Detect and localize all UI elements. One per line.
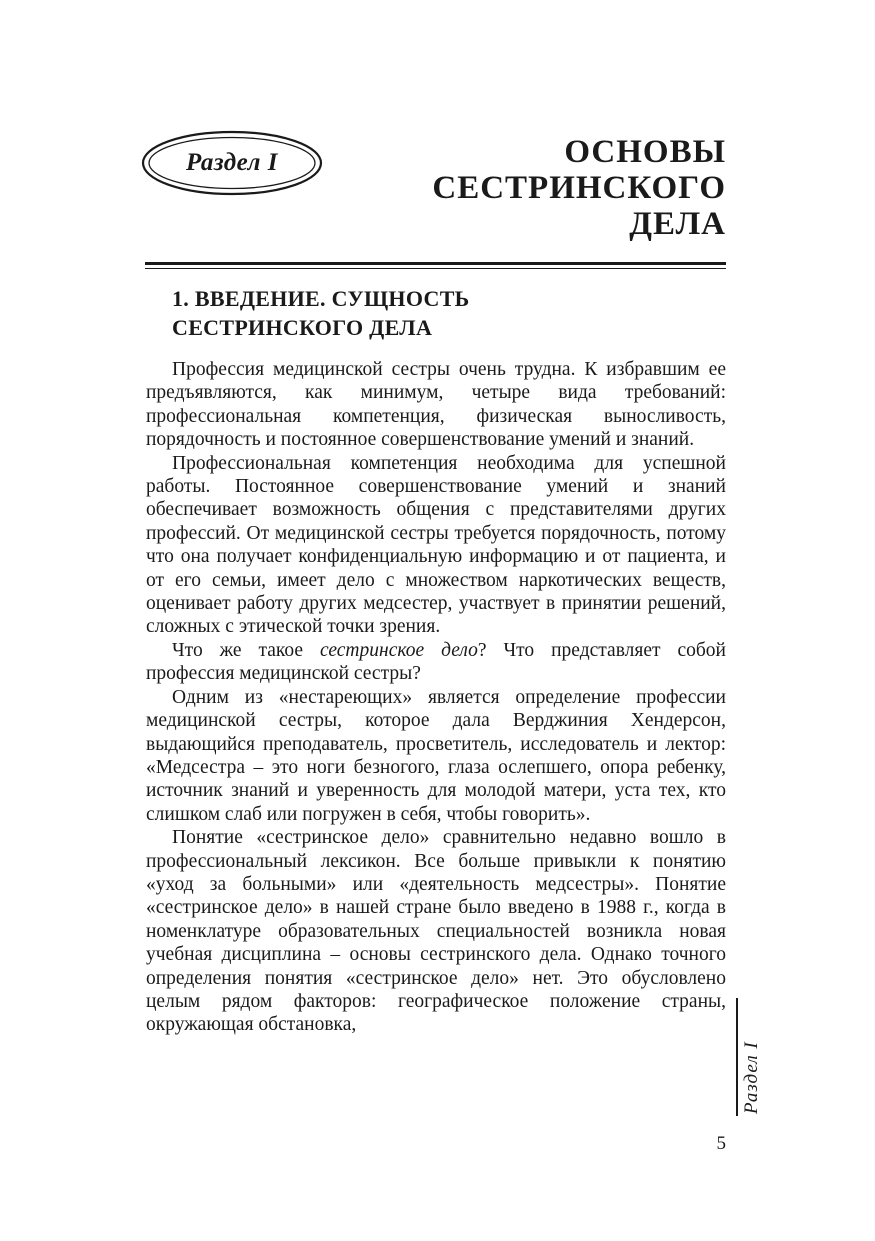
paragraph-text: Что же такое	[172, 639, 320, 661]
chapter-title-line: СЕСТРИНСКОГО	[432, 170, 726, 206]
paragraph: Одним из «нестареющих» является определение профессии медицинской сестры, которое дала Верджиния Хендерсон, выдающийся преподаватель, просветитель, исследователь и лектор: «Медсестра – это ноги безногого, глаза ослепшего, опора ребенку, источник знаний и уверенность для молодой матери, уста тех, кто слишком слаб или погружен в себя, чтобы говорить».	[146, 686, 726, 825]
section-badge-label: Раздел I	[186, 149, 278, 176]
paragraph-emphasis: сестринское дело	[319, 639, 478, 661]
paragraph: Профессия медицинской сестры очень трудна. К избравшим ее предъявляются, как минимум, четыре вида требований: профессиональная компетенция, физическая выносливость, порядочность и постоянное совершенствование умений и знаний.	[146, 359, 726, 451]
paragraph	[146, 639, 726, 686]
title-rule-thin	[145, 268, 726, 269]
paragraph-text: ? Что представляет собой профессия медицинской сестры?	[146, 639, 726, 685]
paragraph: Профессиональная компетенция необходима для успешной работы. Постоянное совершенствование умений и знаний обеспечивает возможность общения с представителями других профессий. От медицинской сестры требуется порядочность, потому что она получает конфиденциальную информацию и от пациента, и от его семьи, имеет дело с множеством наркотических веществ, оценивает работу других медсестер, участвует в принятии решений, сложных с этической точки зрения.	[146, 452, 726, 638]
chapter-title-line: ДЕЛА	[629, 206, 726, 242]
subsection-heading-line: СЕСТРИНСКОГО ДЕЛА	[172, 315, 433, 340]
side-tab-rule	[736, 998, 738, 1116]
chapter-title-line: ОСНОВЫ	[564, 134, 726, 170]
side-tab-label: Раздел I	[741, 1041, 762, 1114]
chapter-title	[432, 134, 726, 242]
title-rule-thick	[145, 262, 726, 265]
subsection-heading	[172, 284, 470, 342]
paragraph: Понятие «сестринское дело» сравнительно недавно вошло в профессиональный лексикон. Все больше привыкли к понятию «уход за больными» или «деятельность медсестры». Понятие «сестринское дело» в нашей стране было введено в 1988 г., когда в номенклатуре образовательных специальностей возникла новая учебная дисциплина – основы сестринского дела. Однако точного определения понятия «сестринское дело» нет. Это обусловлено целым рядом факторов: географическое положение страны, окружающая обстановка,	[146, 827, 726, 1036]
section-badge	[140, 129, 324, 197]
subsection-heading-line: 1. ВВЕДЕНИЕ. СУЩНОСТЬ	[172, 286, 470, 311]
body-text	[146, 358, 726, 1037]
page-number: 5	[716, 1133, 726, 1154]
